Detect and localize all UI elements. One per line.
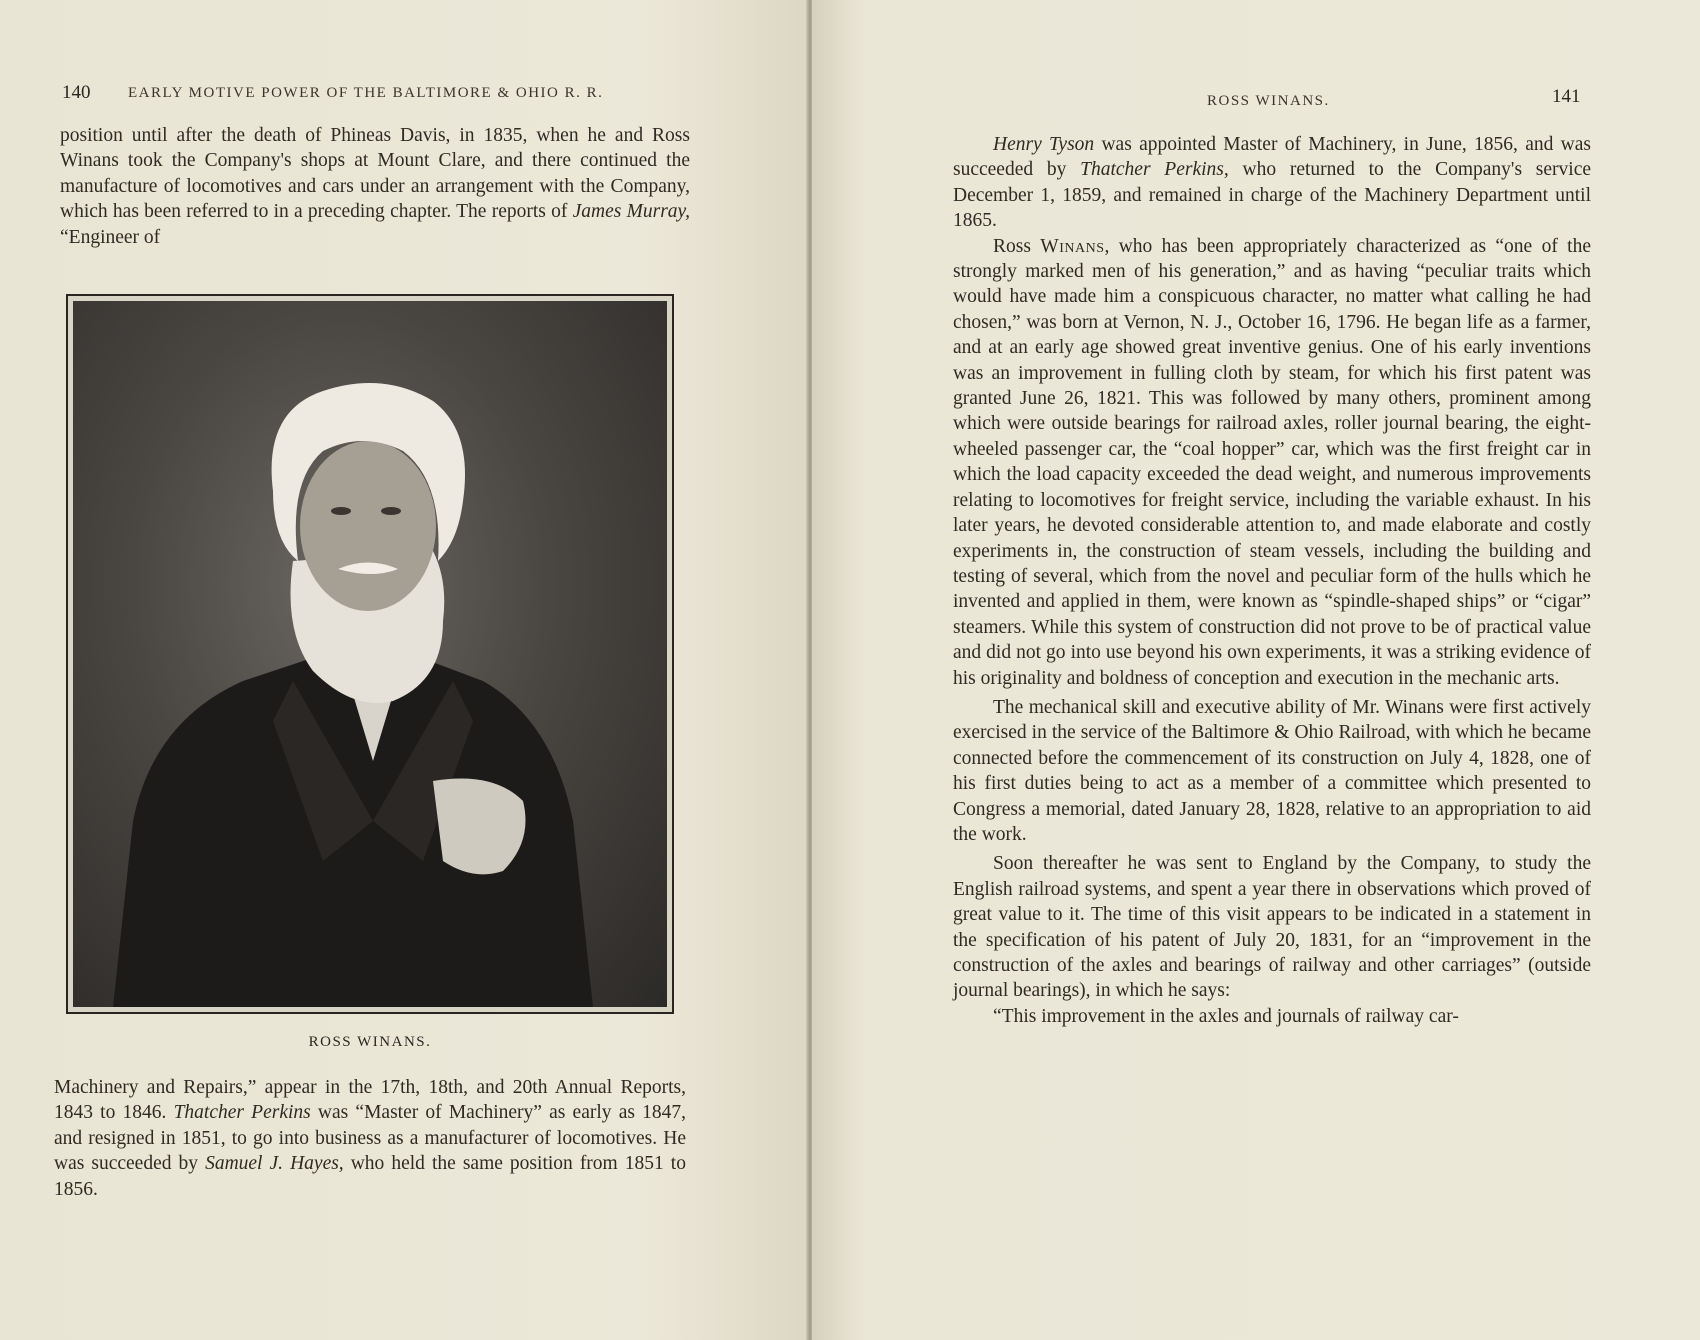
- paragraph-2-text-3: , who has been appropriately characterized as “one of the strongly marked men of his generation,” and as having “peculiar traits which would have made him a conspicuous character, no matter what calling he had chosen,” was born at Vernon, N. J., October 16, 1796. He began life as a farmer, and at an early age showed great inventive genius. One of his early inventions was an improvement in fulling cloth by steam, for which his first patent was granted June 26, 1821. This was followed by many others, prominent among which were outside bearings for railroad axles, roller journal bearing, the eight-wheeled passenger car, the “coal hopper” car, which was the first freight car in which the load capacity exceeded the dead weight, and numerous improvements relating to locomotives for freight service, including the variable exhaust. In his later years, he devoted considerable attention to, and made elaborate and costly experiments in, the construction of steam vessels, including the building and testing of several, which from the novel and peculiar form of the hulls which he invented and applied in them, were known as “spindle-shaped ships” or “cigar” steamers. While this system of construction did not prove to be of practical value and did not go into use beyond his own experiments, it was a striking evidence of his originality and boldness of conception and execution in the mechanic arts.: [953, 235, 1591, 689]
- left-top-text-name: James Murray,: [572, 201, 690, 223]
- left-bottom-text-3: was “Master of Machinery” as early as 1847, and resigned in 1851, to go into business as a manufacturer of locomotives. He was succeeded by: [54, 1102, 686, 1175]
- paragraph-1: [953, 132, 1591, 234]
- left-top-text: [60, 123, 690, 250]
- portrait-image: [73, 301, 667, 1007]
- right-page-number: 141: [1552, 86, 1581, 107]
- left-running-head: EARLY MOTIVE POWER OF THE BALTIMORE & OHIO R. R.: [128, 85, 604, 101]
- paragraph-1-name-2: Thatcher Perkins,: [1080, 159, 1229, 181]
- portrait-photo: [66, 294, 674, 1014]
- right-running-head: ROSS WINANS.: [1207, 93, 1330, 109]
- paragraph-2-name: Winans: [1040, 235, 1105, 257]
- left-page-number: 140: [62, 82, 91, 103]
- paragraph-2-text-1: Ross: [993, 235, 1041, 257]
- paragraph-1-text-2: was appointed Master of Machinery, in June, 1856, and was succeeded by: [953, 134, 1591, 181]
- left-bottom-text: [54, 1075, 686, 1202]
- paragraph-3: The mechanical skill and executive ability of Mr. Winans were first actively exercised in the service of the Baltimore & Ohio Railroad, with which he became connected before the commencement of its construction on July 4, 1828, one of his first duties being to act as a member of a committee which presented to Congress a memorial, dated January 28, 1828, relative to an appropriation to aid the work.: [953, 696, 1591, 845]
- right-text: [953, 132, 1591, 1029]
- paragraph-2: [953, 234, 1591, 691]
- left-page: [0, 0, 810, 1340]
- paragraph-5: “This improvement in the axles and journals of railway car-: [993, 1005, 1459, 1027]
- left-top-text-1: position until after the death of Phineas Davis, in 1835, when he and Ross Winans took the Company's shops at Mount Clare, and there continued the manufacture of locomotives and cars under an arrangement with the Company, which has been referred to in a preceding chapter. The reports of: [60, 125, 690, 223]
- right-page: [812, 0, 1700, 1340]
- paragraph-4: Soon thereafter he was sent to England by the Company, to study the English railroad systems, and spent a year there in observations which proved of great value to it. The time of this visit appears to be indicated in a statement in the specification of his patent of July 20, 1831, for an “improvement in the construction of the axles and bearings of railway and other carriages” (outside journal bearings), in which he says:: [953, 853, 1591, 1002]
- left-bottom-text-1: Machinery and Repairs,” appear in the 17th, 18th, and 20th Annual Reports, 1843 to 1846.: [54, 1077, 686, 1124]
- left-bottom-text-name-2: Samuel J. Hayes,: [205, 1153, 344, 1175]
- portrait-illustration: [73, 301, 667, 1007]
- left-bottom-text-name-1: Thatcher Perkins: [173, 1102, 311, 1124]
- portrait-caption: ROSS WINANS.: [308, 1034, 432, 1050]
- left-bottom-text-5: who held the same position from 1851 to 1856.: [54, 1153, 686, 1200]
- paragraph-1-text-4: who returned to the Company's service December 1, 1859, and remained in charge of the Machinery Department until 1865.: [953, 159, 1592, 232]
- left-top-text-3: “Engineer of: [60, 226, 161, 248]
- paragraph-1-name-1: Henry Tyson: [993, 134, 1095, 155]
